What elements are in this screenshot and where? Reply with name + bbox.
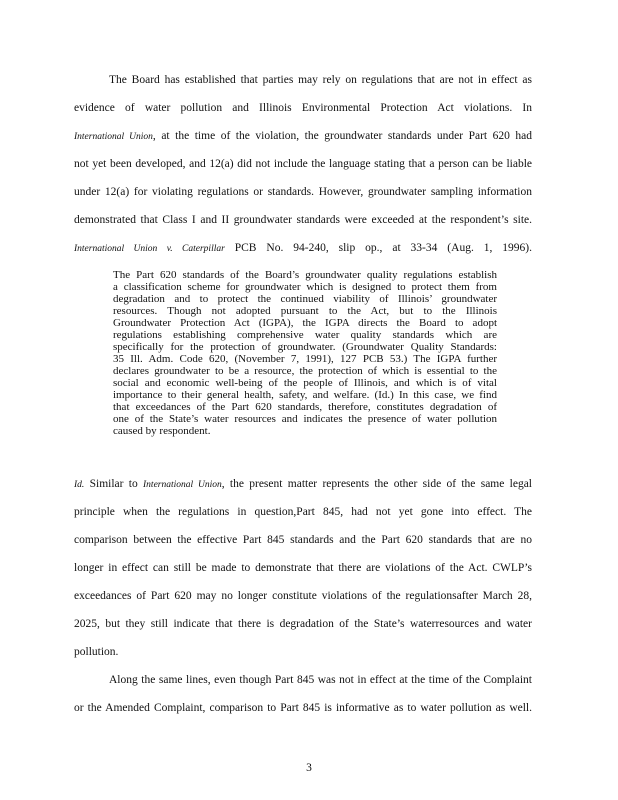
- quote-line: caused by respondent.: [113, 425, 211, 437]
- quote-line: declares groundwater to be a resource, the protection of which is essential to the: [113, 365, 497, 377]
- quote-line: resources. Though not adopted pursuant to the Act, but to the Illinois: [113, 305, 497, 317]
- page-number: 3: [306, 762, 312, 774]
- quote-line: regulations establishing comprehensive water quality standards which are: [113, 329, 497, 341]
- paragraph-3-line-1: Along the same lines, even though Part 845 was not in effect at the time of the Complaint: [109, 674, 532, 686]
- paragraph-1-line-5: under 12(a) for violating regulations or standards. However, groundwater sampling information: [74, 186, 532, 198]
- case-name-italic: International Union: [74, 132, 153, 142]
- paragraph-1-line-3: [74, 129, 532, 144]
- quote-line: The Part 620 standards of the Board’s groundwater quality regulations establish: [113, 269, 497, 281]
- quote-line: importance to their general health, safety, and welfare. (Id.) In this case, we find: [113, 389, 497, 401]
- paragraph-1-line-2: evidence of water pollution and Illinois Environmental Protection Act violations. In: [74, 102, 532, 114]
- quote-line: specifically for the protection of groundwater. (Groundwater Quality Standards:: [113, 341, 497, 353]
- paragraph-1-line-7-text: PCB No. 94-240, slip op., at 33-34 (Aug. 1, 1996).: [234, 242, 532, 254]
- quote-line: social and economic well-being of the people of Illinois, and which is of vital: [113, 377, 497, 389]
- paragraph-2-line-1-mid: Similar to: [84, 478, 144, 490]
- paragraph-1-line-7: [74, 241, 532, 256]
- paragraph-3-line-2: or the Amended Complaint, comparison to Part 845 is informative as to water pollution as well.: [74, 702, 532, 714]
- quote-line: Groundwater Protection Act (IGPA), the IGPA directs the Board to adopt: [113, 317, 497, 329]
- paragraph-2-line-6: 2025, but they still indicate that there is degradation of the State’s waterresources and water: [74, 618, 532, 630]
- paragraph-2-line-3: comparison between the effective Part 845 standards and the Part 620 standards that are no: [74, 534, 532, 546]
- paragraph-2-line-2: principle when the regulations in question,Part 845, had not yet gone into effect. The: [74, 506, 532, 518]
- paragraph-2-line-1: [74, 477, 532, 492]
- paragraph-1-line-6: demonstrated that Class I and II groundwater standards were exceeded at the respondent’s site.: [74, 214, 532, 226]
- quote-line: one of the State’s water resources and indicates the presence of water pollution: [113, 413, 497, 425]
- quote-line: degradation and to protect the continued viability of Illinois’ groundwater: [113, 293, 497, 305]
- paragraph-1-line-3-text: , at the time of the violation, the groundwater standards under Part 620 had: [152, 130, 532, 142]
- quote-line: 35 Ill. Adm. Code 620, (November 7, 1991), 127 PCB 53.) The IGPA further: [113, 353, 497, 365]
- paragraph-2-line-1-text: , the present matter represents the other side of the same legal: [221, 478, 532, 490]
- case-citation-italic: International Union v. Caterpillar: [74, 244, 225, 254]
- id-citation-italic: Id.: [74, 480, 85, 490]
- paragraph-2-line-5: exceedances of Part 620 may no longer constitute violations of the regulationsafter March 28,: [74, 590, 532, 602]
- case-name-italic: International Union: [143, 480, 222, 490]
- block-quote: [113, 269, 497, 437]
- paragraph-1-line-1: The Board has established that parties may rely on regulations that are not in effect as: [109, 74, 532, 86]
- quote-line: a classification scheme for groundwater which is designed to protect them from: [113, 281, 497, 293]
- paragraph-2-line-4: longer in effect can still be made to demonstrate that there are violations of the Act. CWLP’s: [74, 562, 532, 574]
- paragraph-2-line-7: pollution.: [74, 646, 119, 658]
- quote-line: that exceedances of the Part 620 standards, therefore, constitutes degradation of: [113, 401, 497, 413]
- paragraph-1-line-4: not yet been developed, and 12(a) did not include the language stating that a person can be liable: [74, 158, 532, 170]
